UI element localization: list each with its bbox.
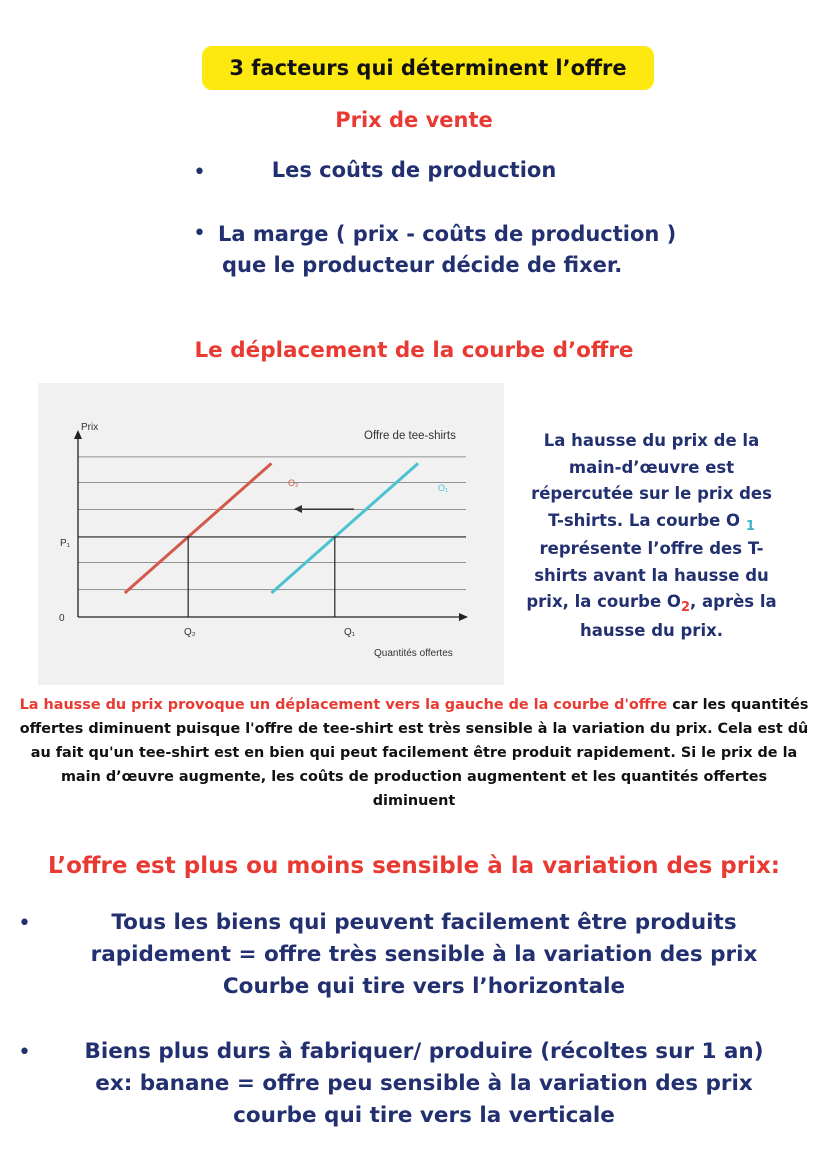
title-banner [202,46,654,90]
explanation-text: prix, la courbe O [526,592,681,611]
explanation-line: répercutée sur le prix des [531,484,772,503]
explanation-line: hausse du prix. [579,620,724,640]
section-heading-deplacement: Le déplacement de la courbe d’offre [194,338,634,363]
chart-explanation [514,428,789,644]
explanation-line [514,508,789,537]
bullet-icon: • [193,160,206,185]
factor-marge [218,219,676,281]
y-tick-p1: P₁ [60,538,71,549]
explanation-line: shirts avant la hausse du [534,565,769,585]
bullet-icon: • [18,911,31,936]
factor-marge-line2: que le producteur décide de fixer. [222,253,623,277]
item-line: Tous les biens qui peuvent facilement être produits [111,910,737,935]
supply-chart [38,383,504,685]
explanation-line [514,589,789,618]
explanation-text: T-shirts. La courbe O [548,510,746,530]
item-line: courbe qui tire vers la verticale [233,1103,615,1128]
subscript-1: 1 [745,518,755,534]
series-label-o2: O₂ [288,478,299,488]
factor-marge-line1: La marge ( prix - coûts de production ) [218,222,677,246]
sensibilite-item-1 [60,907,788,1003]
subscript-2: 2 [680,600,690,615]
bullet-icon: • [18,1040,31,1065]
explanation-line: main-d’œuvre est [568,457,735,477]
page-title: 3 facteurs qui déterminent l’offre [229,56,627,80]
series-label-o1: O₁ [438,483,449,493]
sensibilite-item-2 [60,1036,788,1132]
x-axis-label: Quantités offertes [374,648,453,659]
chart-title: Offre de tee-shirts [364,430,456,442]
supply-chart-svg [38,383,504,685]
explanation-line: représente l’offre des T- [539,539,764,558]
item-line: Courbe qui tire vers l’horizontale [222,974,626,999]
section-heading-sensibilite: L’offre est plus ou moins sensible à la variation des prix: [47,853,781,879]
paragraph-highlight: La hausse du prix provoque un déplacement vers la gauche de la courbe d'offre [19,697,668,713]
explanation-paragraph [18,693,810,813]
explanation-line: La hausse du prix de la [543,431,760,450]
y-axis-label: Prix [81,422,99,433]
item-line: Biens plus durs à fabriquer/ produire (récoltes sur 1 an) [84,1039,764,1064]
factor-couts: Les coûts de production [271,158,557,182]
bullet-icon: • [193,221,206,246]
x-tick-q1: Q₁ [344,627,356,638]
factor-heading-prix: Prix de vente [335,108,493,132]
item-line: rapidement = offre très sensible à la variation des prix [90,942,758,967]
explanation-text: , après la [689,592,777,611]
paragraph-rest: car les quantités offertes diminuent puisque l'offre de tee-shirt est très sensible à la variation du prix. Cela est dû au fait qu'un tee-shirt est en bien qui peut facilement être produit rapidement. Si le prix de la main d’œuvre augmente, les coûts de production augmentent et les quantités offertes diminuent [19,697,809,809]
item-line: ex: banane = offre peu sensible à la variation des prix [95,1071,753,1096]
x-tick-q2: Q₂ [184,627,196,638]
origin-label: 0 [59,613,65,624]
shift-arrow [294,505,354,513]
